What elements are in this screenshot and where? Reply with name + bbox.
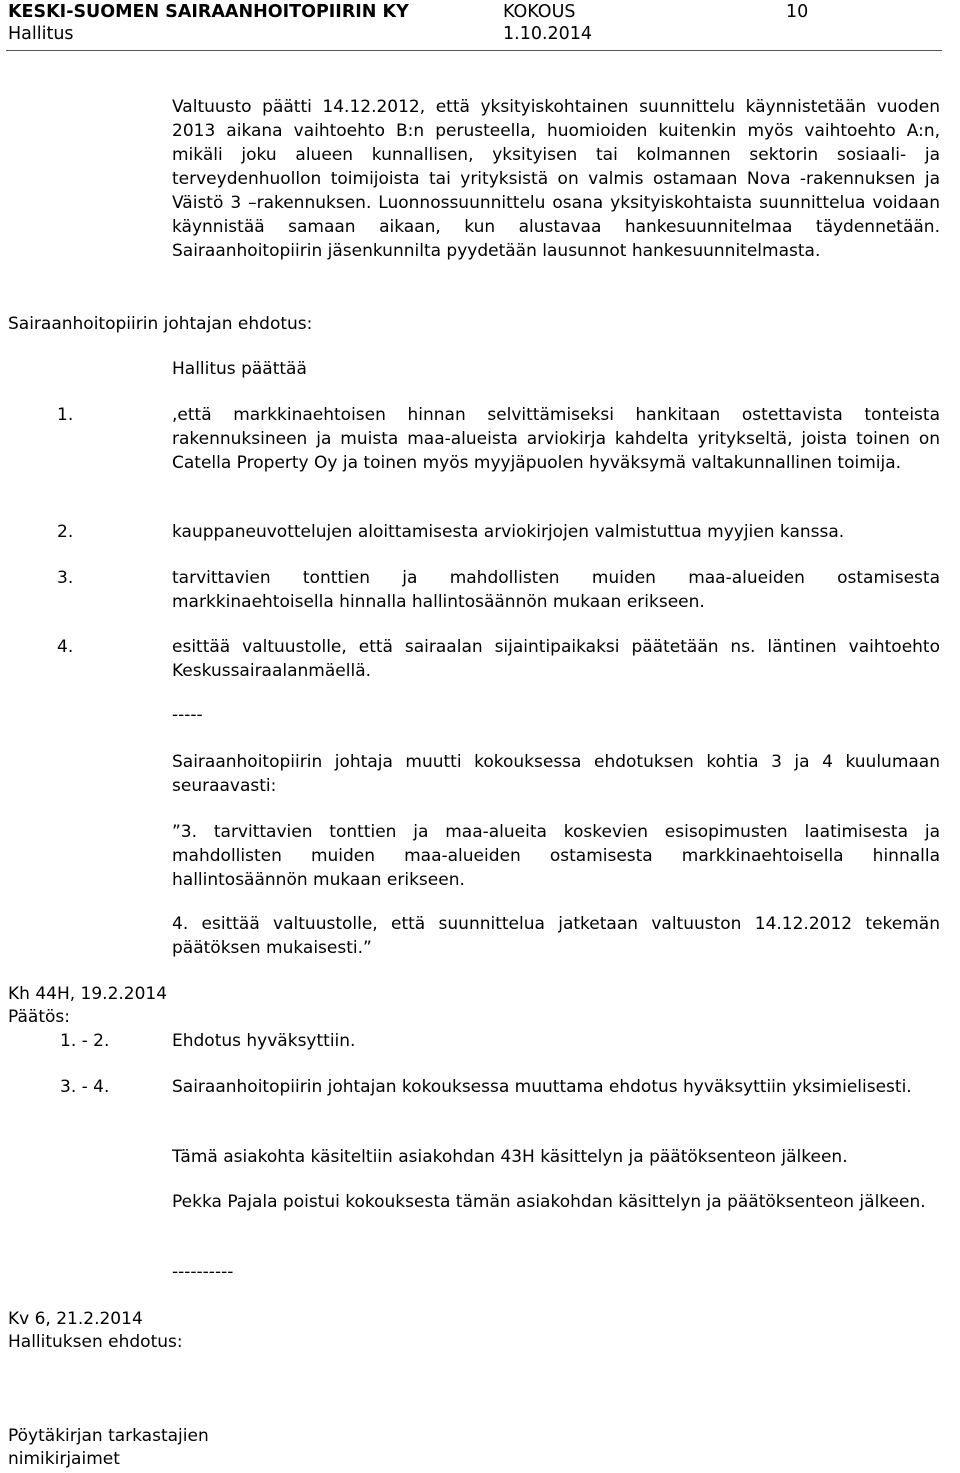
item-text: kauppaneuvottelujen aloittamisesta arviokirjojen valmistuttua myyjien kanssa. — [172, 522, 845, 542]
item-number: 4. — [57, 637, 74, 657]
separator-long: ---------- — [172, 1262, 234, 1282]
intro-paragraph: Valtuusto päätti 14.12.2012, että yksityiskohtainen suunnittelu käynnistetään vuoden 2013 aikana vaihtoehto B:n perusteella, huomioiden kuitenkin myös vaihtoehto A:n, mikäli joku alueen kunnallisen, yksityisen tai kolmannen sektorin sosiaali- ja terveydenhuollon toimijoista tai yrityksistä on valmis ostamaan Nova -rakennuksen ja Väistö 3 –rakennuksen. Luonnossuunnittelu osana yksityiskohtaista suunnittelua voidaan käynnistää samaan aikaan, kun alustavaa hankesuunnitelmaa täydennetään. Sairaanhoitopiirin jäsenkunnilta pyydetään lausunnot hankesuunnitelmasta. — [172, 97, 940, 261]
change-note: Sairaanhoitopiirin johtaja muutti kokouksessa ehdotuksen kohtia 3 ja 4 kuulumaan seuraavasti: — [172, 752, 940, 796]
item-text: tarvittavien tonttien ja mahdollisten muiden maa-alueiden ostamisesta markkinaehtoisella hinnalla hallintosäännön mukaan erikseen. — [172, 568, 940, 612]
decision-range: 1. - 2. — [60, 1031, 110, 1051]
item-text: esittää valtuustolle, että sairaalan sijaintipaikaksi päätetään ns. läntinen vaihtoehto Keskussairaalanmäellä. — [172, 637, 940, 681]
kh-reference: Kh 44H, 19.2.2014 — [8, 984, 168, 1004]
decision-text: Sairaanhoitopiirin johtajan kokouksessa muuttama ehdotus hyväksyttiin yksimielisesti. — [172, 1077, 912, 1097]
body-name: Hallitus — [8, 24, 74, 44]
item-text: ,että markkinaehtoisen hinnan selvittämiseksi hankitaan ostettavista tonteista rakennuksineen ja muista maa-alueista arviokirja kahdelta yritykseltä, joista toinen on Catella Property Oy ja toinen myös myyjäpuolen hyväksymä valtakunnallinen toimija. — [172, 405, 940, 473]
header-divider — [6, 50, 942, 51]
decision-text: Ehdotus hyväksyttiin. — [172, 1031, 356, 1051]
board-proposal-label: Hallituksen ehdotus: — [8, 1332, 183, 1352]
page-number: 10 — [786, 2, 809, 22]
changed-item-4: 4. esittää valtuustolle, että suunnittelua jatketaan valtuuston 14.12.2012 tekemän päätöksen mukaisesti.” — [172, 914, 940, 958]
item-number: 1. — [57, 405, 74, 425]
footer-inspectors: Pöytäkirjan tarkastajien — [8, 1426, 209, 1446]
decision-range: 3. - 4. — [60, 1077, 110, 1097]
board-decides-heading: Hallitus päättää — [172, 359, 307, 379]
kv-reference: Kv 6, 21.2.2014 — [8, 1309, 143, 1329]
note-processing-order: Tämä asiakohta käsiteltiin asiakohdan 43H käsittelyn ja päätöksenteon jälkeen. — [172, 1147, 848, 1167]
decision-label: Päätös: — [8, 1007, 70, 1027]
item-number: 2. — [57, 522, 74, 542]
meeting-date: 1.10.2014 — [503, 24, 593, 44]
proposal-label: Sairaanhoitopiirin johtajan ehdotus: — [8, 314, 313, 334]
item-number: 3. — [57, 568, 74, 588]
footer-initials: nimikirjaimet — [8, 1449, 120, 1469]
separator-short: ----- — [172, 705, 203, 725]
note-member-left: Pekka Pajala poistui kokouksesta tämän asiakohdan käsittelyn ja päätöksenteon jälkeen. — [172, 1192, 926, 1212]
organization-name: KESKI-SUOMEN SAIRAANHOITOPIIRIN KY — [8, 2, 409, 22]
changed-item-3: ”3. tarvittavien tonttien ja maa-alueita koskevien esisopimusten laatimisesta ja mahdollisten muiden maa-alueiden ostamisesta markkinaehtoisella hinnalla hallintosäännön mukaan erikseen. — [172, 822, 940, 890]
meeting-label: KOKOUS — [503, 2, 576, 22]
